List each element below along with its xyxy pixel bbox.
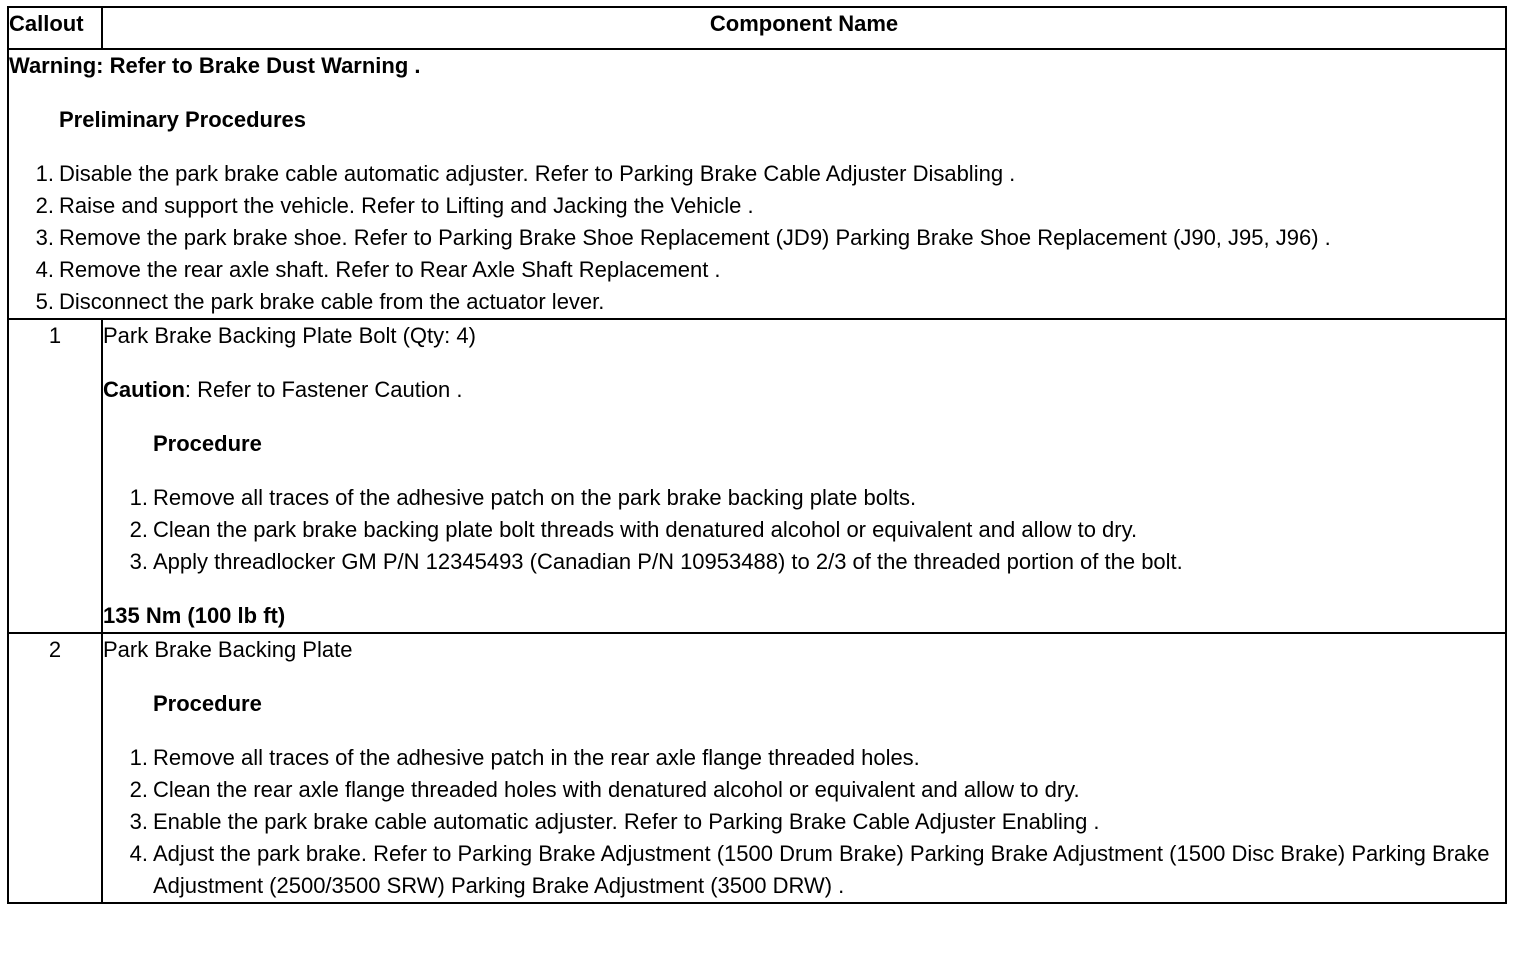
callout-number: 1 [8,319,102,633]
list-item [103,546,1505,578]
caution-label: Caution [103,377,185,402]
procedure-steps [103,482,1505,578]
list-item [103,838,1505,902]
step-number: 3. [129,809,148,834]
step-number: 1. [129,745,148,770]
preliminary-cell [8,49,1506,319]
header-row [8,7,1506,49]
component-title: Park Brake Backing Plate Bolt (Qty: 4) [103,323,476,348]
component-cell [102,633,1506,903]
step-text: Remove the rear axle shaft. Refer to Rear Axle Shaft Replacement . [59,257,721,282]
caution-text: : Refer to Fastener Caution . [184,377,463,402]
procedure-heading: Procedure [153,691,262,716]
step-text: Remove all traces of the adhesive patch on the park brake backing plate bolts. [153,485,917,510]
step-text: Disable the park brake cable automatic adjuster. Refer to Parking Brake Cable Adjuster Disabling . [59,161,1016,186]
step-number: 5. [35,289,54,314]
step-number: 4. [129,841,148,866]
preliminary-heading: Preliminary Procedures [59,107,307,132]
step-text: Remove the park brake shoe. Refer to Parking Brake Shoe Replacement (JD9) Parking Brake Shoe Replacement (J90, J95, J96) . [59,225,1331,250]
component-title: Park Brake Backing Plate [103,637,353,662]
brake-dust-warning: Warning: Refer to Brake Dust Warning . [9,53,421,78]
table-row [8,319,1506,633]
list-item [103,514,1505,546]
torque-spec: 135 Nm (100 lb ft) [103,603,286,628]
step-number: 3. [35,225,54,250]
list-item [9,286,1505,318]
step-number: 1. [129,485,148,510]
step-number: 4. [35,257,54,282]
step-text: Raise and support the vehicle. Refer to Lifting and Jacking the Vehicle . [59,193,754,218]
list-item [9,158,1505,190]
preliminary-row [8,49,1506,319]
list-item [9,190,1505,222]
list-item [103,482,1505,514]
header-callout: Callout [8,7,102,49]
list-item [9,254,1505,286]
callout-number: 2 [8,633,102,903]
list-item [9,222,1505,254]
step-number: 1. [35,161,54,186]
procedure-table [7,6,1507,904]
step-text: Disconnect the park brake cable from the actuator lever. [59,289,605,314]
step-text: Clean the park brake backing plate bolt threads with denatured alcohol or equivalent and allow to dry. [153,517,1138,542]
list-item [103,742,1505,774]
step-text: Apply threadlocker GM P/N 12345493 (Canadian P/N 10953488) to 2/3 of the threaded portion of the bolt. [153,549,1183,574]
step-number: 2. [129,777,148,802]
table-row [8,633,1506,903]
procedure-heading: Procedure [153,431,262,456]
step-number: 2. [35,193,54,218]
step-number: 2. [129,517,148,542]
step-text: Remove all traces of the adhesive patch in the rear axle flange threaded holes. [153,745,920,770]
preliminary-steps [9,158,1505,318]
procedure-steps [103,742,1505,902]
step-text: Enable the park brake cable automatic adjuster. Refer to Parking Brake Cable Adjuster Enabling . [153,809,1100,834]
list-item [103,774,1505,806]
list-item [103,806,1505,838]
step-number: 3. [129,549,148,574]
step-text: Clean the rear axle flange threaded holes with denatured alcohol or equivalent and allow to dry. [153,777,1080,802]
fastener-caution [103,374,1505,406]
step-text: Adjust the park brake. Refer to Parking Brake Adjustment (1500 Drum Brake) Parking Brake Adjustment (1500 Disc Brake) Parking Brake Adjustment (2500/3500 SRW) Parking Brake Adjustment (3500 DRW) . [153,841,1490,898]
component-cell [102,319,1506,633]
header-component-name: Component Name [102,7,1506,49]
